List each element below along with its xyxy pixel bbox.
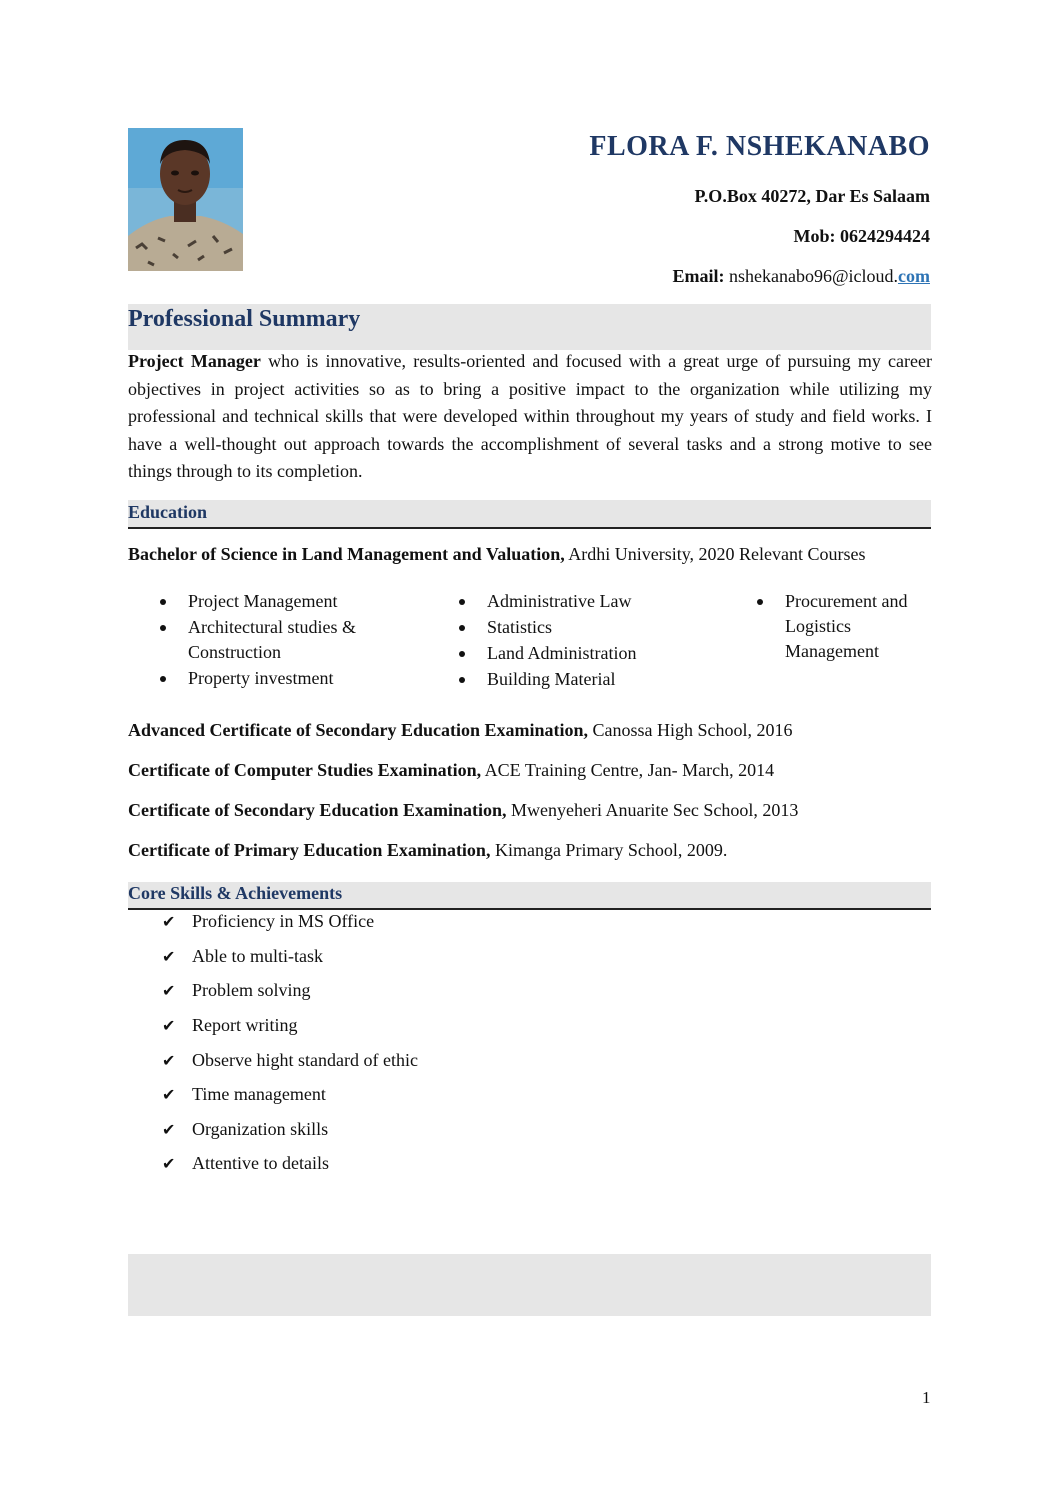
course-name: Land Administration bbox=[487, 643, 637, 663]
skill-text: Attentive to details bbox=[192, 1153, 329, 1173]
bullet-icon bbox=[160, 599, 166, 605]
course-name: Statistics bbox=[487, 617, 553, 637]
degree-title: Bachelor of Science in Land Management and Valuation, bbox=[128, 544, 565, 564]
certificate-title: Certificate of Primary Education Examination, bbox=[128, 840, 491, 860]
skill-text: Time management bbox=[192, 1084, 326, 1104]
list-item bbox=[162, 980, 311, 1001]
list-item bbox=[757, 589, 935, 664]
summary-heading: Professional Summary bbox=[128, 306, 361, 332]
course-name: Property investment bbox=[188, 668, 334, 688]
course-name: Architectural studies & Construction bbox=[188, 617, 356, 662]
certificate-title: Certificate of Secondary Education Examination, bbox=[128, 800, 507, 820]
list-item bbox=[459, 615, 709, 640]
bullet-icon bbox=[160, 676, 166, 682]
course-name: Administrative Law bbox=[487, 591, 632, 611]
email-label: Email: bbox=[672, 266, 725, 286]
list-item bbox=[162, 1153, 329, 1174]
certificate-line bbox=[128, 840, 727, 861]
list-item bbox=[160, 615, 410, 665]
bullet-icon bbox=[459, 677, 465, 683]
certificate-line bbox=[128, 760, 774, 781]
footer-band bbox=[128, 1254, 931, 1316]
summary-lead: Project Manager bbox=[128, 351, 261, 371]
bullet-icon bbox=[160, 625, 166, 631]
email-value: nshekanabo96@icloud. bbox=[724, 266, 899, 286]
certificate-detail: Kimanga Primary School, 2009. bbox=[490, 840, 728, 860]
address: P.O.Box 40272, Dar Es Salaam bbox=[694, 186, 930, 206]
bullet-icon bbox=[459, 625, 465, 631]
courses-column-2 bbox=[459, 589, 709, 693]
bullet-icon bbox=[459, 599, 465, 605]
education-heading: Education bbox=[128, 502, 208, 522]
skill-text: Able to multi-task bbox=[192, 946, 323, 966]
skill-text: Report writing bbox=[192, 1015, 298, 1035]
mobile-number: Mob: 0624294424 bbox=[793, 226, 930, 246]
list-item bbox=[459, 589, 709, 614]
checkmark-icon: ✔ bbox=[162, 1018, 176, 1035]
certificate-title: Certificate of Computer Studies Examination, bbox=[128, 760, 482, 780]
list-item bbox=[459, 667, 709, 692]
certificate-detail: Mwenyeheri Anuarite Sec School, 2013 bbox=[506, 800, 799, 820]
skill-text: Observe hight standard of ethic bbox=[192, 1050, 418, 1070]
certificate-line bbox=[128, 800, 798, 821]
certificate-detail: Canossa High School, 2016 bbox=[587, 720, 793, 740]
summary-paragraph bbox=[128, 348, 932, 486]
list-item bbox=[459, 641, 709, 666]
skills-heading: Core Skills & Achievements bbox=[128, 883, 343, 903]
checkmark-icon: ✔ bbox=[162, 1156, 176, 1173]
course-name: Project Management bbox=[188, 591, 338, 611]
page-number: 1 bbox=[922, 1388, 931, 1407]
profile-photo bbox=[128, 128, 243, 271]
courses-column-1 bbox=[160, 589, 410, 692]
list-item bbox=[160, 666, 410, 691]
certificate-line bbox=[128, 720, 792, 741]
certificate-title: Advanced Certificate of Secondary Education Examination, bbox=[128, 720, 588, 740]
certificate-detail: ACE Training Centre, Jan- March, 2014 bbox=[481, 760, 775, 780]
checkmark-icon: ✔ bbox=[162, 1087, 176, 1104]
bullet-icon bbox=[757, 599, 763, 605]
bullet-icon bbox=[459, 651, 465, 657]
courses-column-3 bbox=[757, 589, 957, 665]
education-header-band bbox=[128, 500, 931, 529]
checkmark-icon: ✔ bbox=[162, 914, 176, 931]
skill-text: Problem solving bbox=[192, 980, 311, 1000]
list-item bbox=[160, 589, 410, 614]
course-name: Building Material bbox=[487, 669, 616, 689]
candidate-name: FLORA F. NSHEKANABO bbox=[589, 131, 930, 162]
degree-detail: Ardhi University, 2020 Relevant Courses bbox=[564, 544, 866, 564]
degree-line bbox=[128, 542, 888, 566]
checkmark-icon: ✔ bbox=[162, 983, 176, 1000]
summary-text: who is innovative, results-oriented and focused with a great urge of pursuing my career objectives in project activities so as to bring a positive impact to the organization while utilizing my professional and technical skills that were developed within throughout my years of study and field works. I have a well-thought out approach towards the accomplishment of several tasks and a strong motive to see things through to its completion. bbox=[128, 351, 933, 481]
checkmark-icon: ✔ bbox=[162, 1122, 176, 1139]
list-item bbox=[162, 1084, 326, 1105]
skill-text: Proficiency in MS Office bbox=[192, 911, 375, 931]
list-item bbox=[162, 1119, 328, 1140]
checkmark-icon: ✔ bbox=[162, 1053, 176, 1070]
list-item bbox=[162, 1050, 418, 1071]
skill-text: Organization skills bbox=[192, 1119, 329, 1139]
course-name: Procurement and Logistics Management bbox=[785, 591, 908, 661]
email-link[interactable]: com bbox=[898, 266, 930, 286]
list-item bbox=[162, 1015, 298, 1036]
list-item bbox=[162, 911, 374, 932]
list-item bbox=[162, 946, 323, 967]
email-line bbox=[672, 266, 930, 287]
checkmark-icon: ✔ bbox=[162, 949, 176, 966]
